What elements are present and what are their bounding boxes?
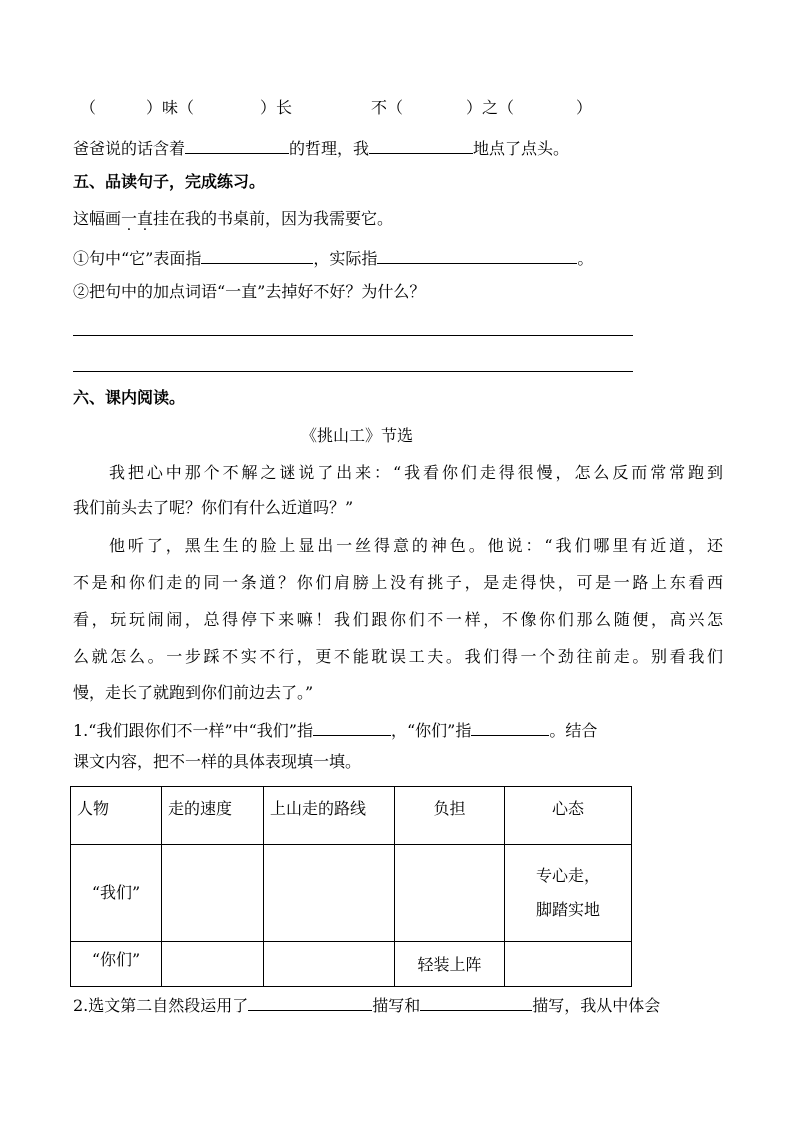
blank-description-2[interactable] [420,992,532,1011]
cell-women-mindset: 专心走， 脚踏实地 [505,845,632,942]
answer-line-2[interactable] [73,371,633,372]
paren-zhi: ）之（ [466,98,515,117]
passage-p2-line3: 看，玩玩闹闹，总得停下来嘛！我们跟你们不一样，不像你们那么随便，高兴怎 [73,610,723,629]
blank-philosophy[interactable] [185,135,289,154]
blank-description-1[interactable] [248,992,372,1011]
cell-nimen-mindset[interactable] [505,942,632,987]
section5-heading: 五、品读句子，完成练习。 [73,172,266,191]
passage-p1-line2: 我们前头去了呢？你们有什么近道吗？” [73,498,354,517]
section6-heading: 六、课内阅读。 [73,388,186,407]
section6-q1-line1: 1.“我们跟你们不一样”中“我们”指 ，“你们”指 。结合 [73,717,597,741]
comparison-table [70,786,632,987]
cell-nimen-speed[interactable] [162,942,264,987]
paren-open: （ [80,98,97,117]
passage-p2-line4: 么就怎么。一步踩不实不行，更不能耽误工夫。我们得一个劲往前走。别看我们 [73,647,723,666]
dotted-char-yi: 一 [121,209,138,228]
section6-q2: 2.选文第二自然段运用了 描写和 描写，我从中体会 [73,992,660,1016]
row-nimen-label: “你们” [71,942,162,987]
header-route: 上山走的路线 [264,787,395,845]
cell-nimen-route[interactable] [264,942,395,987]
paren-chang: ）长 [260,98,293,117]
blank-actual-meaning[interactable] [377,245,577,264]
cell-women-route[interactable] [264,845,395,942]
header-speed: 走的速度 [162,787,264,845]
section5-q2: ②把句中的加点词语“一直”去掉好不好？为什么？ [73,282,426,301]
paren-close: ） [576,98,593,117]
passage-p1-line1: 我把心中那个不解之谜说了出来：“我看你们走得很慢，怎么反而常常跑到 [109,463,723,482]
q4-sentence: 爸爸说的话含着 的哲理，我 地点了点头。 [73,135,569,159]
blank-nimen[interactable] [471,717,549,736]
table-header-row [71,787,632,845]
section5-sentence: 这幅画一直挂在我的书桌前，因为我需要它。 [73,209,394,228]
blank-manner[interactable] [369,135,473,154]
blank-surface-meaning[interactable] [201,245,313,264]
table-row [71,942,632,987]
row-women-label: “我们” [71,845,162,942]
passage-p2-line2: 不是和你们走的同一条道？你们肩膀上没有挑子，是走得快，可是一路上东看西 [73,573,723,592]
section5-q1: ①句中“它”表面指 ，实际指 。 [73,245,593,269]
blank-women[interactable] [313,717,391,736]
header-burden: 负担 [395,787,505,845]
cell-nimen-burden: 轻装上阵 [395,942,505,987]
passage-title: 《挑山工》节选 [301,426,414,445]
cell-women-speed[interactable] [162,845,264,942]
paren-bu: 不（ [371,98,404,117]
header-person: 人物 [71,787,162,845]
passage-p2-line1: 他听了，黑生生的脸上显出一丝得意的神色。他说：“我们哪里有近道，还 [109,536,723,555]
answer-line-1[interactable] [73,335,633,336]
table-row [71,845,632,942]
section6-q1-line2: 课文内容，把不一样的具体表现填一填。 [73,752,362,771]
passage-p2-line5: 慢，走长了就跑到你们前边去了。” [73,683,314,702]
header-mindset: 心态 [505,787,632,845]
paren-wei: ）味（ [146,98,195,117]
dotted-char-zhi: 直 [137,209,154,228]
cell-women-burden[interactable] [395,845,505,942]
